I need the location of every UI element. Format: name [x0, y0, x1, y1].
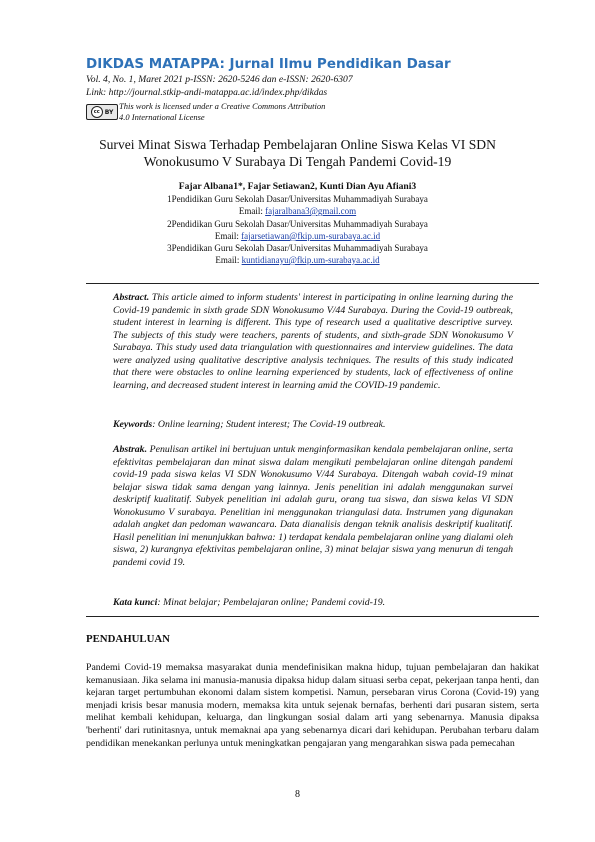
abstract-text: This article aimed to inform students' interest in participating in online learning during the Covid-19 pandemic in sixth grade SDN Wonokusumo V/44 Surabaya. During the Covid-19 outbreak, student interest in learning is different. This type of research used a qualitative descriptive survey. The subjects of this study were teachers, parents of students, and sixth-grade SDN Wonokusumo V Surabaya. This study used data triangulation with questionnaires and interview guidelines. The data were analyzed using qualitative descriptive analysis techniques. The results of this study indicated that there were obstacles to online learning experienced by students, lack of effectiveness of online learning, and decreased student interest in learning amid the COVID-19 pandemic. — [113, 292, 513, 391]
affiliation-1: 1Pendidikan Guru Sekolah Dasar/Universitas Muhammadiyah Surabaya — [167, 194, 428, 204]
keywords-indonesian — [113, 597, 513, 610]
license-line-1[interactable]: This work is licensed under a Creative Commons Attribution — [119, 101, 326, 111]
keywords-label: Keywords — [113, 419, 153, 430]
journal-title: DIKDAS MATAPPA: Jurnal Ilmu Pendidikan Dasar — [86, 56, 451, 72]
email-2: Email: fajarsetiawan@fkip.um-surabaya.ac.id — [214, 231, 381, 241]
authors: Fajar Albana1*, Fajar Setiawan2, Kunti Dian Ayu Afiani3 — [178, 181, 417, 192]
kata-kunci-label: Kata kunci — [113, 597, 158, 608]
section-paragraph: Pandemi Covid-19 memaksa masyarakat dunia mendefinisikan makna hidup, tujuan pembelajaran dan hakikat kemanusiaan. Jika selama ini manusia-manusia dipaksa hidup dalam situasi serba cepat, pekerjaan tanpa henti, dan kejaran target pertumbuhan ekonomi dalam sistem kompetisi. Namun, persebaran virus Corona (Covid-19) yang menjadi krisis besar manusia modern, memaksa kita untuk sejenak bernafas, berhenti dari pusaran sistem, serta melihat kembali kehidupan, keluarga, dan lingkungan sosial dalam arti yang sebenarnya. Manusia dipaksa 'berhenti' dari rutinitasnya, untuk memaknai apa yang sebenarnya dicari dari kehidupan. Perubahan terbaru dalam pendidikan menekankan perlunya untuk meningkatkan pengajaran yang mengarahkan siswa pada pemecahan — [86, 662, 539, 749]
abstrak-text: Penulisan artikel ini bertujuan untuk menginformasikan kendala pembelajaran online, serta efektivitas pembelajaran dan minat siswa dalam mengikuti pembelajaran online ditengah pandemi covid-19 pada siswa kelas VI SDN Wonokusumo V/44 Surabaya. Ditengah wabah covid-19 minat belajar siswa tidak sama dengan yang lainnya. Jenis penelitian ini adalah menggunakan survei deskriptif kualitatif. Subyek penelitian ini adalah guru, orang tua siswa, dan siswa kelas VI SDN Wonokusumo V surabaya. Penelitian ini menggunakan triangulasi data. Instrumen yang digunakan adalah angket dan pedoman wawancara. Data dianalisis dengan teknik analisis deskriptif kualitatif. Hasil penelitian ini menunjukkan bahwa: 1) terdapat kendala pembelajaran online yang dialami oleh siswa, 2) kurangnya efektivitas pembelajaran online, 3) minat belajar siswa yang menurun di tengah pandemi covid 19. — [113, 444, 513, 568]
email-link-2[interactable]: fajarsetiawan@fkip.um-surabaya.ac.id — [241, 231, 381, 241]
abstract-indonesian — [113, 444, 513, 569]
journal-link[interactable]: Link: http://journal.stkip-andi-matappa.ac.id/index.php/dikdas — [86, 87, 328, 98]
by-icon: BY — [104, 108, 114, 116]
email-link-1[interactable]: fajaralbana3@gmail.com — [265, 206, 357, 216]
affiliation-2: 2Pendidikan Guru Sekolah Dasar/Universitas Muhammadiyah Surabaya — [167, 219, 428, 229]
abstract-label: Abstract. — [113, 292, 150, 303]
article-title — [60, 136, 535, 170]
keywords-english — [113, 419, 513, 432]
affiliation-3: 3Pendidikan Guru Sekolah Dasar/Universitas Muhammadiyah Surabaya — [167, 243, 428, 253]
email-link-3[interactable]: kuntidianayu@fkip.um-surabaya.ac.id — [241, 255, 380, 265]
page-number: 8 — [295, 789, 300, 800]
email-3: Email: kuntidianayu@fkip.um-surabaya.ac.id — [215, 255, 380, 265]
cc-icon: cc — [91, 106, 103, 118]
creative-commons-badge[interactable] — [86, 104, 118, 120]
section-heading: PENDAHULUAN — [86, 633, 170, 645]
title-line-1: Survei Minat Siswa Terhadap Pembelajaran Online Siswa Kelas VI SDN — [99, 137, 496, 152]
abstrak-label: Abstrak. — [113, 444, 148, 455]
top-rule — [86, 283, 539, 284]
license-line-2[interactable]: 4.0 International License — [119, 112, 205, 122]
keywords-text: : Online learning; Student interest; The Covid-19 outbreak. — [152, 419, 386, 430]
issue-info: Vol. 4, No. 1, Maret 2021 p-ISSN: 2620-5246 dan e-ISSN: 2620-6307 — [86, 74, 353, 85]
email-1: Email: fajaralbana3@gmail.com — [238, 206, 357, 216]
abstract-english — [113, 292, 513, 392]
bottom-rule — [86, 616, 539, 617]
title-line-2: Wonokusumo V Surabaya Di Tengah Pandemi Covid-19 — [143, 154, 452, 169]
kata-kunci-text: : Minat belajar; Pembelajaran online; Pandemi covid-19. — [157, 597, 386, 608]
